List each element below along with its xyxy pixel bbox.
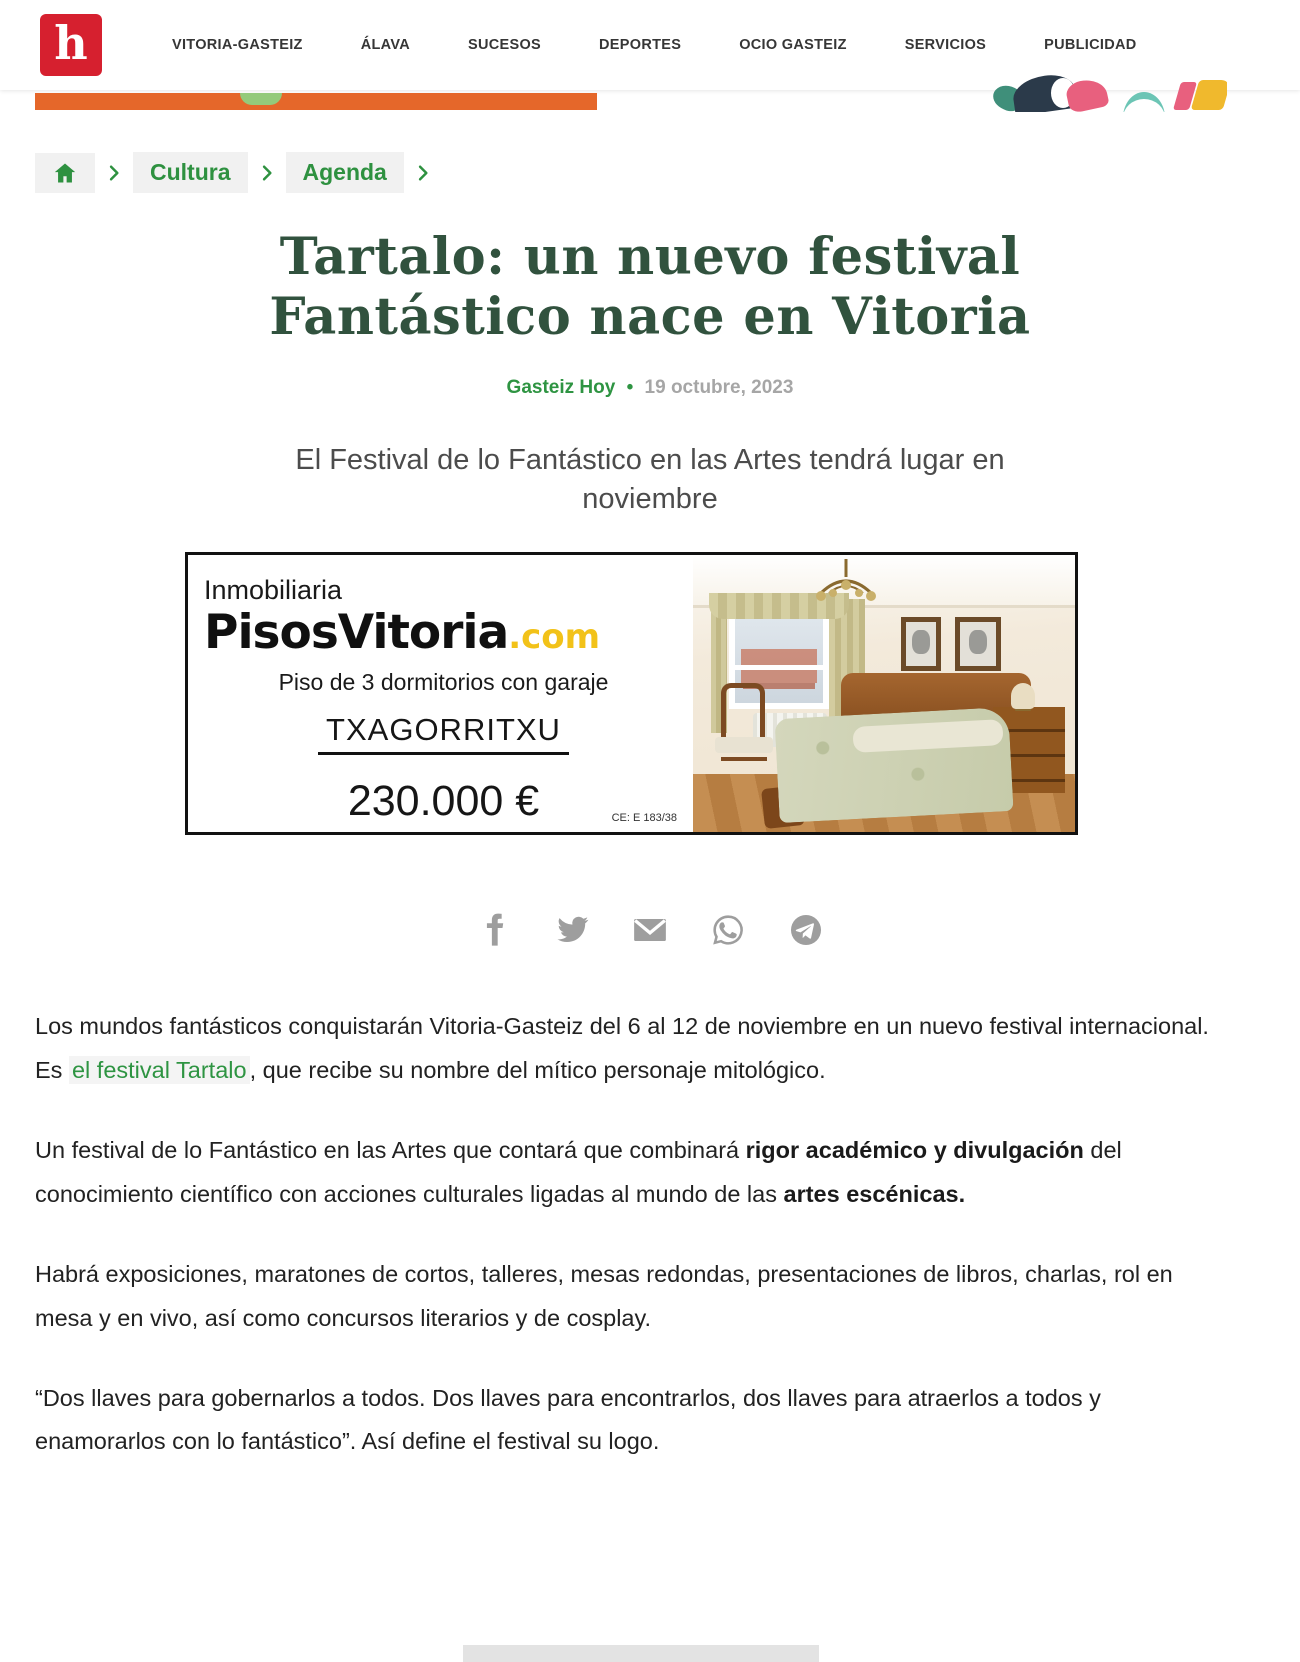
chevron-right-icon	[104, 163, 124, 183]
ad-kicker: Inmobiliaria	[204, 574, 343, 605]
share-email-icon[interactable]	[633, 913, 667, 947]
ad-strip-decoration	[240, 93, 282, 105]
author-link[interactable]: Gasteiz Hoy	[506, 377, 616, 399]
main-nav	[172, 37, 1195, 53]
share-row	[0, 913, 1300, 947]
decorative-illustration-cutoff	[935, 70, 1227, 112]
ad-banner-pisosvitoria[interactable]	[185, 552, 1078, 835]
publish-date: 19 octubre, 2023	[644, 377, 794, 399]
nav-item-publicidad[interactable]: PUBLICIDAD	[1044, 37, 1137, 53]
ad-description: Piso de 3 dormitorios con garaje	[278, 669, 609, 696]
nav-item-deportes[interactable]: DEPORTES	[599, 37, 682, 53]
nav-item-alava[interactable]: ÁLAVA	[360, 37, 411, 53]
byline	[0, 377, 1300, 399]
ad-price: 230.000 €	[347, 777, 540, 826]
ad-brand-tld: .com	[508, 616, 601, 657]
ad-photo-bedroom	[693, 555, 1075, 832]
page-title-line1: Tartalo: un nuevo festival	[279, 227, 1021, 287]
site-logo[interactable]	[40, 14, 102, 76]
chevron-right-icon	[413, 163, 433, 183]
inline-link-festival-tartalo[interactable]: el festival Tartalo	[69, 1056, 250, 1084]
ad-brand: PisosVitoria.com	[204, 604, 601, 660]
ad-energy-certificate: CE: E 183/38	[611, 812, 677, 825]
nav-item-sucesos[interactable]: SUCESOS	[468, 37, 542, 53]
article-subtitle: El Festival de lo Fantástico en las Artes tendrá lugar en noviembre	[295, 444, 1005, 515]
nav-item-vitoria-gasteiz[interactable]: VITORIA-GASTEIZ	[172, 37, 303, 53]
site-logo-letter: h	[54, 16, 88, 70]
page-title	[140, 227, 1160, 347]
ad-text-panel	[188, 555, 693, 832]
article-paragraph: Los mundos fantásticos conquistarán Vitoria-Gasteiz del 6 al 12 de noviembre en un nuevo festival internacional. Es el festival Tartalo , que recibe su nombre del mítico personaje mitológico.	[35, 1012, 1209, 1083]
article-paragraph: Habrá exposiciones, maratones de cortos, talleres, mesas redondas, presentaciones de libros, charlas, rol en mesa y en vivo, así como concursos literarios y de cosplay.	[35, 1260, 1173, 1331]
ad-location: TXAGORRITXU	[318, 712, 569, 755]
chevron-right-icon	[257, 163, 277, 183]
article-paragraph: “Dos llaves para gobernarlos a todos. Dos llaves para encontrarlos, dos llaves para atraerlos a todos y enamorarlos con lo fantástico”. Así define el festival su logo.	[35, 1384, 1101, 1455]
bottom-element-cutoff	[463, 1645, 819, 1662]
breadcrumb	[35, 152, 1300, 193]
page-title-line2: Fantástico nace en Vitoria	[269, 287, 1031, 348]
share-telegram-icon[interactable]	[789, 913, 823, 947]
breadcrumb-home[interactable]	[35, 153, 95, 193]
breadcrumb-item-cultura[interactable]: Cultura	[133, 152, 248, 193]
nav-item-servicios[interactable]: SERVICIOS	[904, 37, 987, 53]
home-icon	[52, 160, 78, 186]
breadcrumb-item-agenda[interactable]: Agenda	[286, 152, 404, 193]
share-facebook-icon[interactable]	[477, 913, 511, 947]
article-body	[35, 1005, 1230, 1465]
share-whatsapp-icon[interactable]	[711, 913, 745, 947]
nav-item-ocio-gasteiz[interactable]: OCIO GASTEIZ	[739, 37, 847, 53]
chandelier	[811, 559, 881, 623]
share-twitter-icon[interactable]	[555, 913, 589, 947]
byline-separator: •	[626, 377, 634, 399]
article-paragraph: Un festival de lo Fantástico en las Artes que contará que combinará rigor académico y divulgación del conocimiento científico con acciones culturales ligadas al mundo de las artes escénicas.	[35, 1136, 1122, 1207]
top-ad-strip-cutoff[interactable]	[35, 93, 597, 110]
ad-price-row	[204, 777, 683, 826]
